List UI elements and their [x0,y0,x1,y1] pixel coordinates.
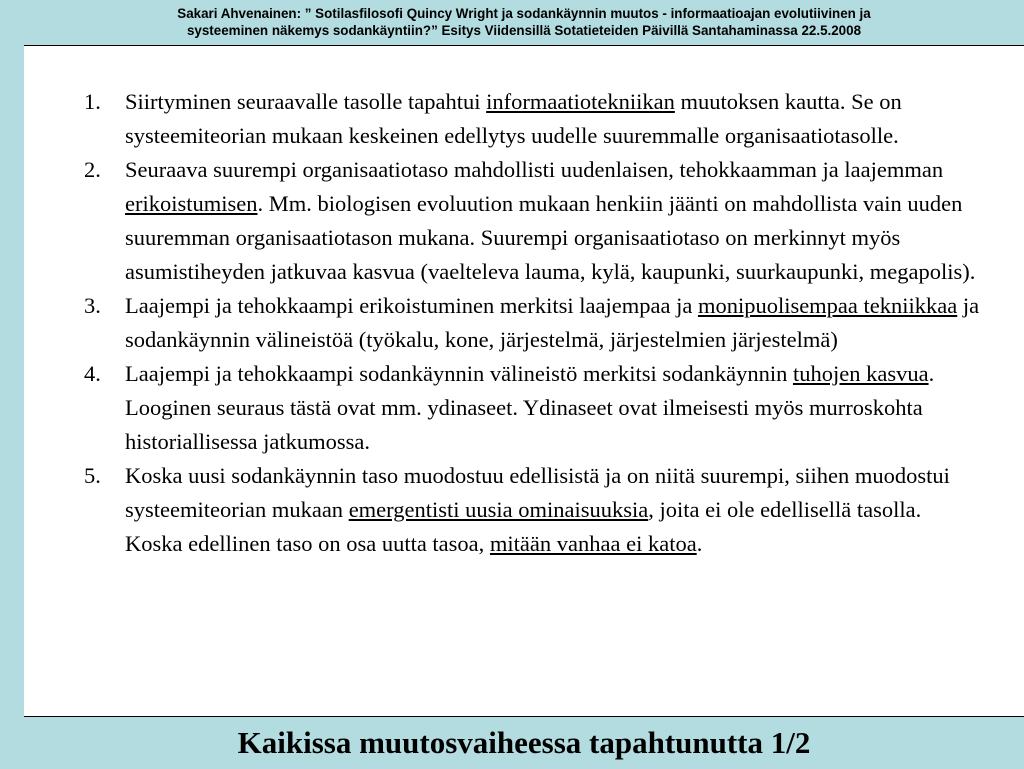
underlined-term: erikoistumisen [125,191,258,216]
list-item [84,153,984,289]
list-item [84,357,984,459]
item-text: Seuraava suurempi organisaatiotaso mahdollisti uudenlaisen, tehokkaamman ja laajemman [125,157,944,182]
item-text: . [696,531,703,556]
list-number: 3. [84,293,101,318]
header-line-1: Sakari Ahvenainen: ” Sotilasfilosofi Quincy Wright ja sodankäynnin muutos - informaatioajan evolutiivinen ja [177,6,871,21]
slide-content [24,46,1024,716]
numbered-list [84,85,984,561]
slide-title: Kaikissa muutosvaiheessa tapahtunutta 1/2 [24,716,1024,768]
underlined-term: emergentisti uusia ominaisuuksia [348,497,649,522]
underlined-term: monipuolisempaa tekniikkaa [697,293,958,318]
header-line-2: systeeminen näkemys sodankäyntiin?” Esitys Viidensillä Sotatieteiden Päivillä Santahaminassa 22.5.2008 [186,23,862,38]
list-number: 2. [84,157,101,182]
underlined-term: tuhojen kasvua [792,361,929,386]
item-text: muutoksen kautta. Se on systeemiteorian mukaan keskeinen edellytys uudelle suuremmalle organisaatiotasolle. [125,89,902,148]
list-number: 4. [84,361,101,386]
item-text: . Mm. biologisen evoluution mukaan henkiin jäänti on mahdollista vain uuden suuremman organisaatiotason mukana. Suurempi organisaatiotaso on merkinnyt myös asumistiheyden jatkuvaa kasvua (vaelteleva lauma, kylä, kaupunki, suurkaupunki, megapolis). [125,191,976,284]
item-text: Laajempi ja tehokkaampi sodankäynnin välineistö merkitsi sodankäynnin [125,361,793,386]
list-item [84,289,984,357]
list-item [84,85,984,153]
item-text: Siirtyminen seuraavalle tasolle tapahtui [125,89,487,114]
item-text: , joita ei ole edellisellä tasolla. Koska edellinen taso on osa uutta tasoa, [125,497,922,556]
list-item [84,459,984,561]
item-text: Koska uusi sodankäynnin taso muodostuu edellisistä ja on niitä suurempi, siihen muodostui systeemiteorian mukaan [125,463,950,522]
list-number: 1. [84,89,101,114]
item-text: Laajempi ja tehokkaampi erikoistuminen merkitsi laajempaa ja [125,293,698,318]
item-text: ja sodankäynnin välineistöä (työkalu, kone, järjestelmä, järjestelmien järjestelmä) [125,293,980,352]
item-text: . Looginen seuraus tästä ovat mm. ydinaseet. Ydinaseet ovat ilmeisesti myös murroskohta historiallisessa jatkumossa. [125,361,935,454]
slide-header [24,0,1024,46]
underlined-term: informaatiotekniikan [486,89,675,114]
underlined-term: mitään vanhaa ei katoa [489,531,697,556]
list-number: 5. [84,463,101,488]
